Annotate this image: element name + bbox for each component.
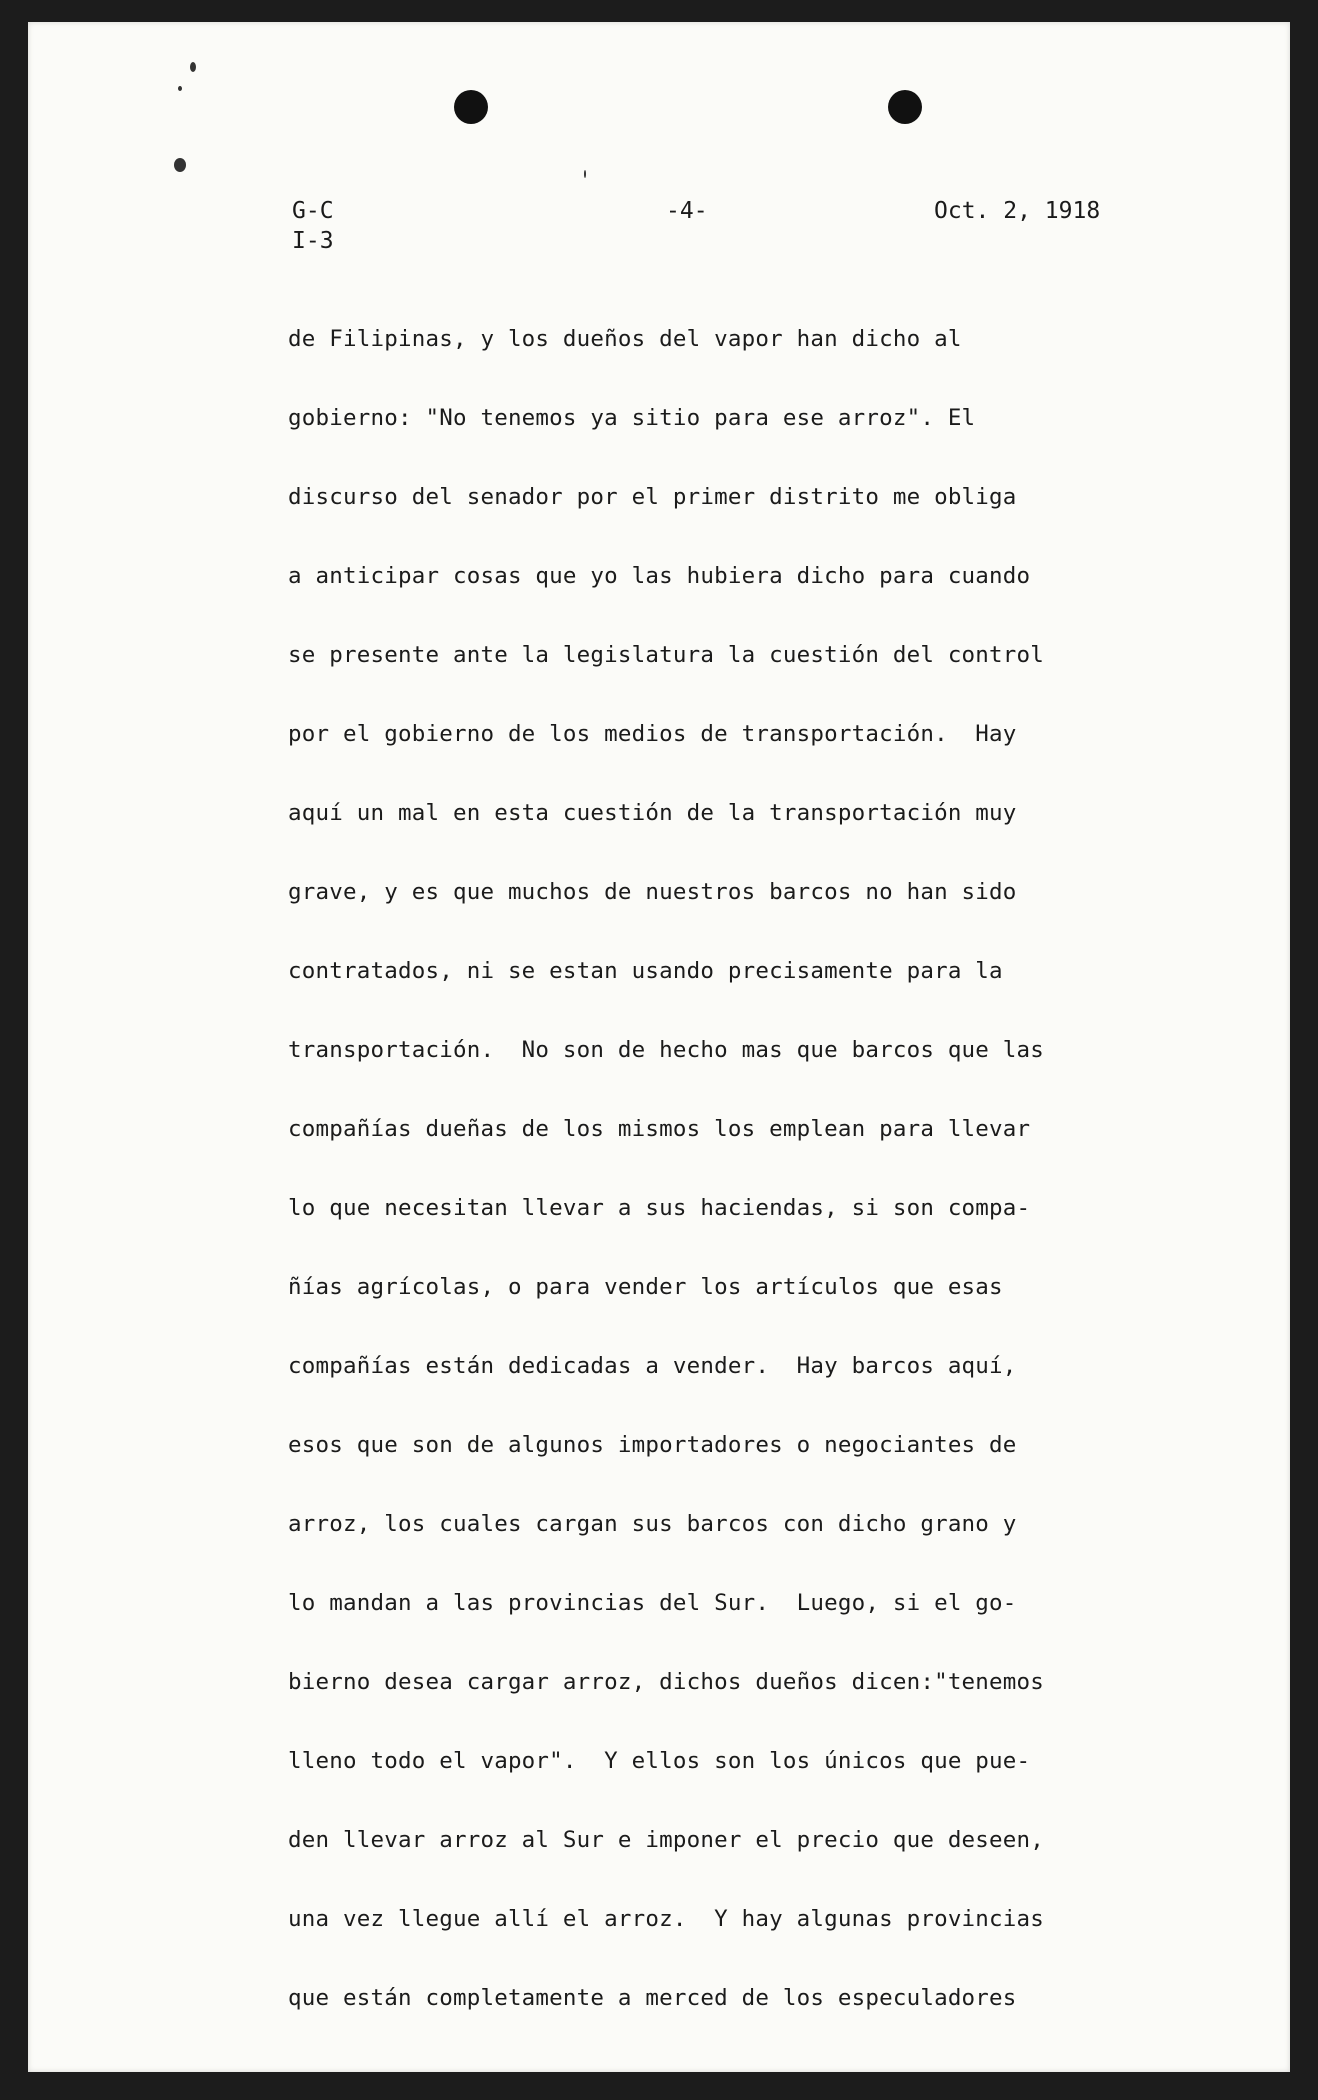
text-line: que están completamente a merced de los especuladores — [288, 1985, 1017, 2011]
document-date: Oct. 2, 1918 — [934, 198, 1101, 224]
text-line: aquí un mal en esta cuestión de la transportación muy — [288, 800, 1017, 826]
file-code — [292, 196, 334, 256]
text-line: se presente ante la legislatura la cuestión del control — [288, 642, 1045, 668]
text-line: lo que necesitan llevar a sus haciendas, si son compa- — [288, 1195, 1031, 1221]
punch-hole-right — [888, 90, 922, 124]
text-line: compañías están dedicadas a vender. Hay barcos aquí, — [288, 1353, 1017, 1379]
text-line: ñías agrícolas, o para vender los artículos que esas — [288, 1274, 1003, 1300]
page-number: -4- — [666, 198, 708, 224]
text-line: transportación. No son de hecho mas que barcos que las — [288, 1037, 1045, 1063]
scan-speck — [584, 170, 586, 178]
text-line: bierno desea cargar arroz, dichos dueños dicen:"tenemos — [288, 1669, 1045, 1695]
text-line: de Filipinas, y los dueños del vapor han dicho al — [288, 326, 962, 352]
text-line: lo mandan a las provincias del Sur. Luego, si el go- — [288, 1590, 1017, 1616]
punch-hole-left — [454, 90, 488, 124]
text-line: lleno todo el vapor". Y ellos son los únicos que pue- — [288, 1748, 1031, 1774]
text-line: grave, y es que muchos de nuestros barcos no han sido — [288, 879, 1017, 905]
file-code-line-1: G-C — [292, 198, 334, 224]
text-line: esos que son de algunos importadores o negociantes de — [288, 1432, 1017, 1458]
scan-speck — [178, 86, 182, 91]
text-line: a anticipar cosas que yo las hubiera dicho para cuando — [288, 563, 1031, 589]
body-text — [288, 300, 1188, 2038]
text-line: gobierno: "No tenemos ya sitio para ese arroz". El — [288, 405, 976, 431]
text-line: por el gobierno de los medios de transportación. Hay — [288, 721, 1017, 747]
file-code-line-2: I-3 — [292, 228, 334, 254]
text-line: discurso del senador por el primer distrito me obliga — [288, 484, 1017, 510]
text-line: arroz, los cuales cargan sus barcos con dicho grano y — [288, 1511, 1017, 1537]
text-line: compañías dueñas de los mismos los emplean para llevar — [288, 1116, 1031, 1142]
scan-speck — [190, 62, 196, 72]
text-line: una vez llegue allí el arroz. Y hay algunas provincias — [288, 1906, 1045, 1932]
scan-speck — [174, 158, 186, 172]
text-line: contratados, ni se estan usando precisamente para la — [288, 958, 1003, 984]
text-line: den llevar arroz al Sur e imponer el precio que deseen, — [288, 1827, 1045, 1853]
